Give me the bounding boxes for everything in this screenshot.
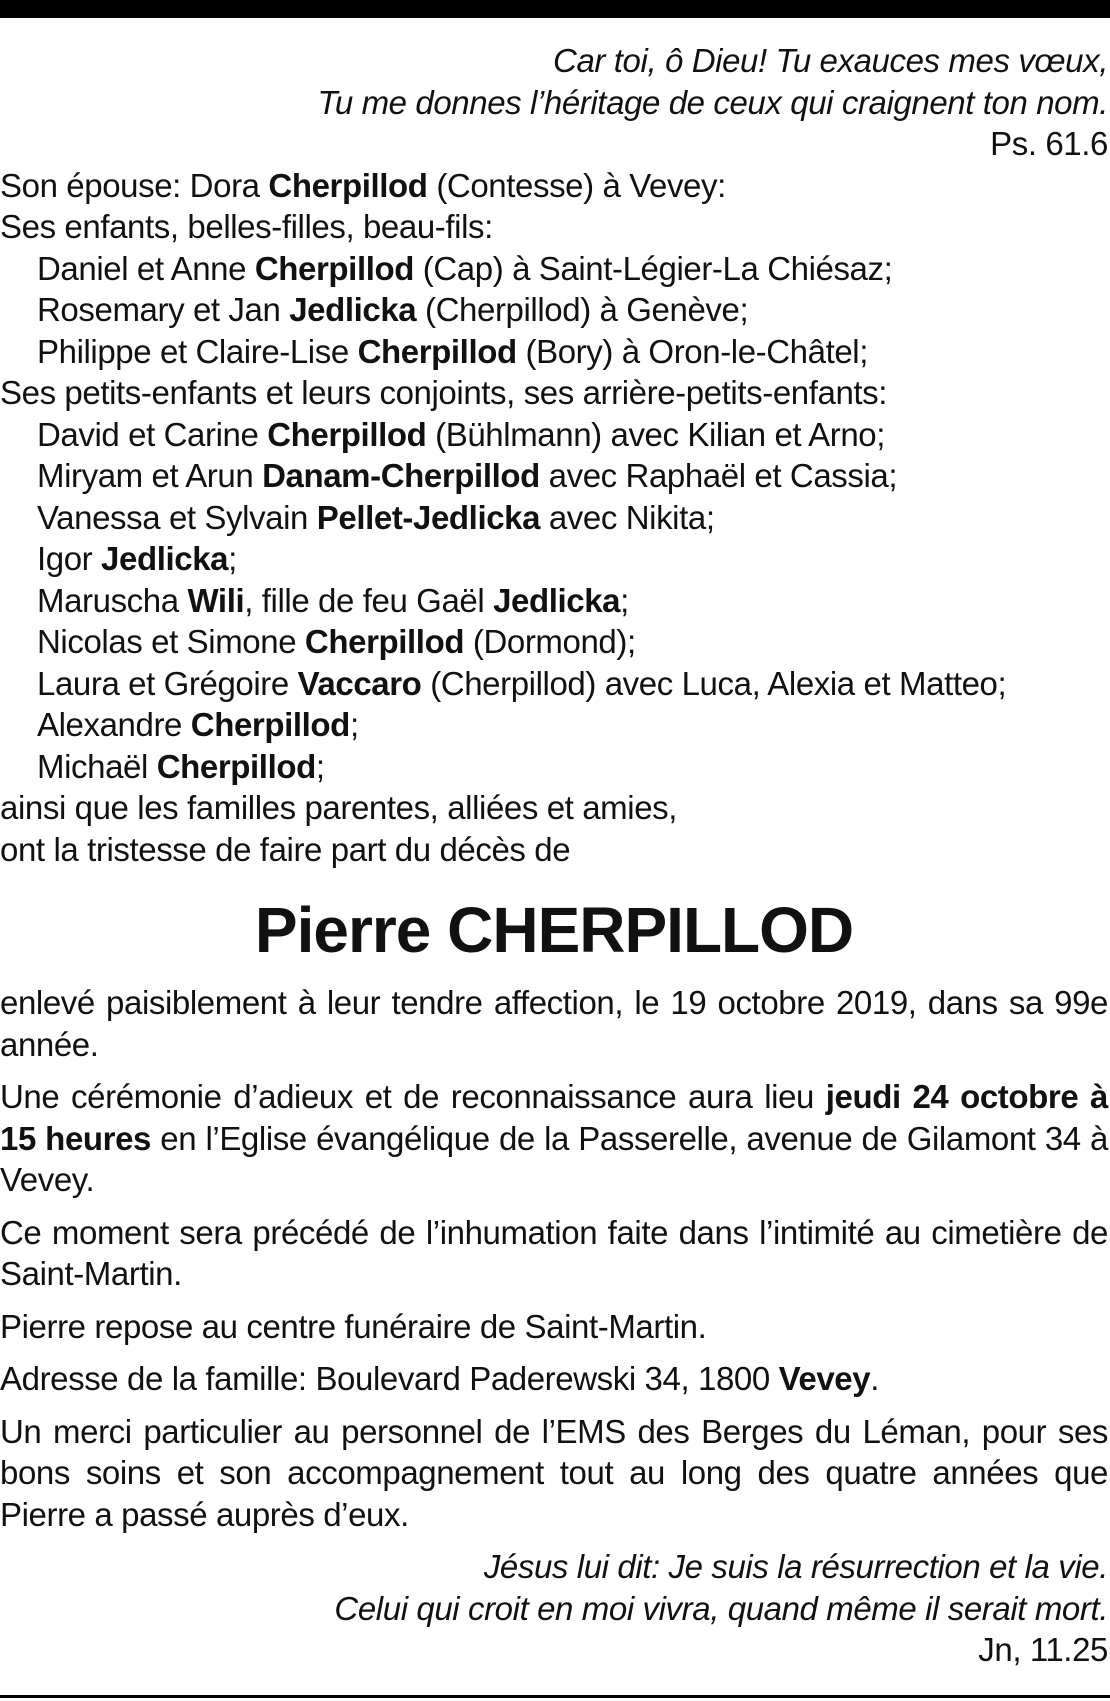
family-surname: Jedlicka bbox=[101, 540, 229, 577]
text-run: David et Carine bbox=[37, 415, 268, 453]
family-group-line bbox=[0, 372, 1108, 414]
verse-line: Jésus lui dit: Je suis la résurrection et la vie. bbox=[483, 1548, 1108, 1585]
family-list bbox=[0, 165, 1108, 871]
text-run: Alexandre bbox=[37, 706, 191, 743]
family-surname: Cherpillod bbox=[267, 415, 427, 453]
text-run: Ses petits-enfants et leurs conjoints, ses arrière-petits-enfants: bbox=[0, 374, 888, 411]
family-surname: Jedlicka bbox=[493, 581, 621, 619]
text-run: Daniel et Anne bbox=[37, 249, 255, 287]
obituary-notice bbox=[0, 40, 1108, 1671]
emphasis: Vevey bbox=[778, 1360, 871, 1397]
text-run: Maruscha bbox=[37, 581, 188, 619]
text-run: Adresse de la famille: Boulevard Paderewski 34, 1800 bbox=[0, 1360, 779, 1397]
family-member-line bbox=[0, 289, 1108, 331]
text-run: Son épouse: Dora bbox=[0, 166, 269, 204]
family-surname: Cherpillod bbox=[254, 249, 415, 287]
family-surname: Cherpillod bbox=[190, 706, 350, 743]
family-member-line bbox=[0, 331, 1108, 373]
text-run: Michaël bbox=[37, 747, 157, 785]
text-run: (Cherpillod) à Genève; bbox=[416, 291, 749, 328]
family-member-line bbox=[0, 621, 1108, 663]
family-member-line bbox=[0, 580, 1108, 622]
text-run: avec Nikita; bbox=[540, 498, 715, 536]
family-member-line bbox=[0, 455, 1108, 497]
text-run: ; bbox=[349, 706, 359, 743]
text-run: Une cérémonie d’adieux et de reconnaissance aura lieu bbox=[0, 1078, 826, 1115]
verse-reference: Ps. 61.6 bbox=[990, 125, 1108, 162]
family-group-line bbox=[0, 206, 1108, 248]
verse-line: Car toi, ô Dieu! Tu exauces mes vœux, bbox=[553, 42, 1108, 79]
family-member-line bbox=[0, 414, 1108, 456]
family-surname: Danam-Cherpillod bbox=[262, 457, 540, 494]
verse-line: Tu me donnes l’héritage de ceux qui craignent ton nom. bbox=[317, 83, 1108, 121]
notice-paragraph bbox=[0, 1306, 1108, 1348]
text-run: ; bbox=[620, 581, 629, 619]
text-run: enlevé paisiblement à leur tendre affection, le 19 octobre 2019, dans sa 99e année. bbox=[0, 984, 1108, 1063]
text-run: Philippe et Claire-Lise bbox=[37, 332, 358, 370]
notice-paragraph bbox=[0, 1358, 1108, 1400]
family-surname: Cherpillod bbox=[304, 623, 465, 660]
family-surname: Pellet-Jedlicka bbox=[316, 498, 541, 536]
opening-verse bbox=[0, 40, 1108, 165]
text-run: Pierre repose au centre funéraire de Saint-Martin. bbox=[0, 1307, 707, 1345]
family-surname: Cherpillod bbox=[357, 332, 517, 370]
text-run: ; bbox=[315, 747, 325, 785]
text-run: Igor bbox=[37, 540, 102, 577]
text-run: (Cherpillod) avec Luca, Alexia et Matteo; bbox=[421, 664, 1007, 702]
notice-paragraph bbox=[0, 982, 1108, 1065]
text-run: ; bbox=[228, 540, 237, 577]
text-run: (Cap) à Saint-Légier-La Chiésaz; bbox=[414, 249, 893, 287]
family-surname: Jedlicka bbox=[289, 291, 417, 328]
text-run: , fille de feu Gaël bbox=[244, 581, 494, 619]
text-run: (Bühlmann) avec Kilian et Arno; bbox=[426, 415, 886, 453]
family-member-line bbox=[0, 538, 1108, 580]
text-run: Nicolas et Simone bbox=[37, 623, 305, 660]
text-run: Un merci particulier au personnel de l’EMS des Berges du Léman, pour ses bons soins et son accompagnement tout au long des quatre années que Pierre a passé auprès d’eux. bbox=[0, 1412, 1108, 1533]
closing-verse bbox=[0, 1546, 1108, 1671]
text-run: Vanessa et Sylvain bbox=[37, 498, 317, 536]
text-run: (Dormond); bbox=[464, 623, 636, 660]
family-surname: Cherpillod bbox=[156, 747, 316, 785]
text-run: . bbox=[870, 1360, 879, 1397]
notice-paragraph bbox=[0, 1076, 1108, 1201]
text-run: Laura et Grégoire bbox=[37, 664, 298, 702]
top-rule bbox=[0, 0, 1110, 18]
text-run: ont la tristesse de faire part du décès de bbox=[0, 830, 571, 868]
bottom-rule bbox=[0, 1695, 1110, 1698]
text-run: en l’Eglise évangélique de la Passerelle, avenue de Gilamont 34 à Vevey. bbox=[0, 1119, 1108, 1198]
deceased-name: Pierre CHERPILLOD bbox=[254, 894, 854, 966]
text-run: avec Raphaël et Cassia; bbox=[539, 457, 898, 494]
text-run: Ce moment sera précédé de l’inhumation faite dans l’intimité au cimetière de Saint-Martin. bbox=[0, 1213, 1108, 1292]
family-member-line bbox=[0, 248, 1108, 290]
text-run: (Contesse) à Vevey: bbox=[427, 166, 726, 204]
verse-reference: Jn, 11.25 bbox=[978, 1631, 1108, 1668]
family-surname: Wili bbox=[187, 581, 245, 619]
text-run: ainsi que les familles parentes, alliées et amies, bbox=[0, 789, 678, 826]
emphasis: jeudi 24 octobre à 15 heures bbox=[0, 1078, 1108, 1157]
family-group-line bbox=[0, 787, 1108, 829]
family-surname: Cherpillod bbox=[268, 166, 428, 204]
notice-body bbox=[0, 982, 1108, 1535]
family-member-line bbox=[0, 497, 1108, 539]
text-run: Ses enfants, belles-filles, beau-fils: bbox=[0, 208, 493, 245]
family-group-line bbox=[0, 829, 1108, 871]
verse-line: Celui qui croit en moi vivra, quand même il serait mort. bbox=[334, 1589, 1108, 1627]
family-member-line bbox=[0, 746, 1108, 788]
family-group-line bbox=[0, 165, 1108, 207]
notice-paragraph bbox=[0, 1212, 1108, 1295]
family-member-line bbox=[0, 663, 1108, 705]
family-member-line bbox=[0, 704, 1108, 746]
notice-paragraph bbox=[0, 1411, 1108, 1536]
text-run: (Bory) à Oron-le-Châtel; bbox=[516, 332, 869, 370]
family-surname: Vaccaro bbox=[297, 664, 422, 702]
text-run: Rosemary et Jan bbox=[37, 291, 290, 328]
text-run: Miryam et Arun bbox=[37, 457, 263, 494]
